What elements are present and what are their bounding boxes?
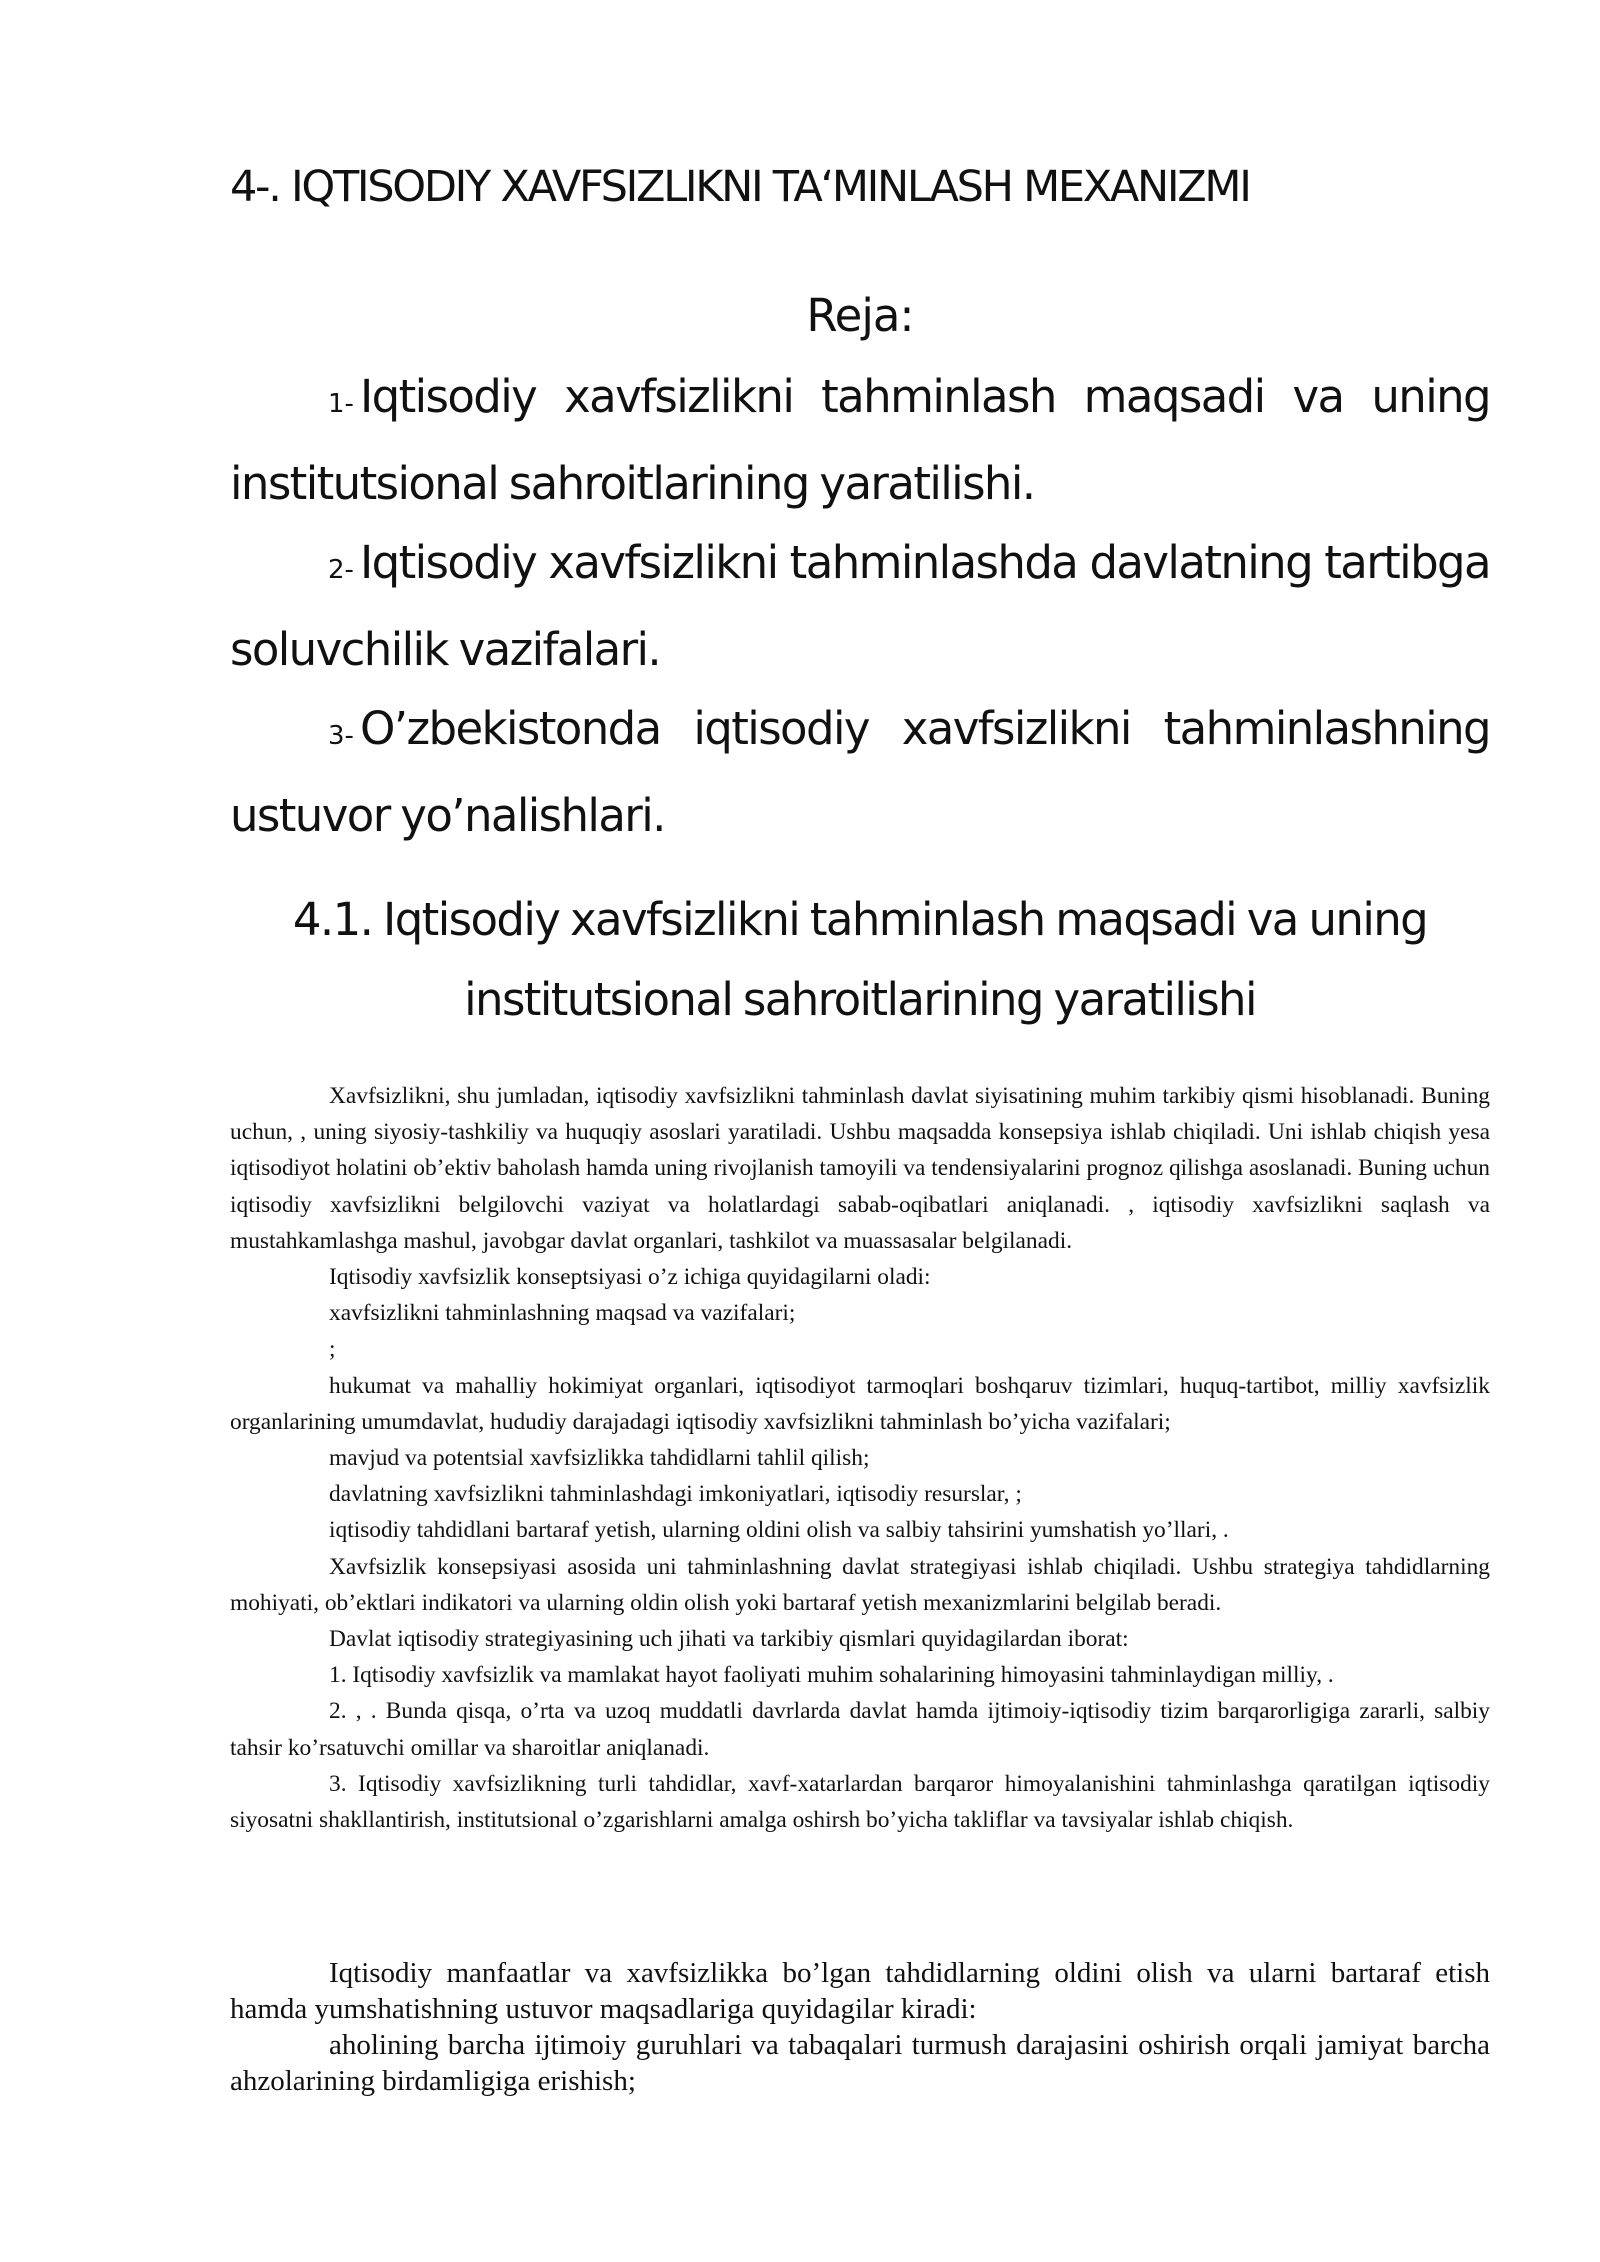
- list-item: hukumat va mahalliy hokimiyat organlari, iqtisodiyot tarmoqlari boshqaruv tizimlari, huquq-tartibot, milliy xavfsizlik organlarining umumdavlat, hududiy darajadagi iqtisodiy xavfsizlikni tahminlash bo’yicha vazifalari;: [230, 1372, 1490, 1435]
- plan-item: [230, 357, 1490, 523]
- plan-item-number: 1-: [328, 389, 354, 419]
- section-title: 4.1. Iqtisodiy xavfsizlikni tahminlash maqsadi va uning institutsional sahroitlarining yaratilishi: [292, 893, 1428, 1026]
- plan-item-number: 2-: [328, 555, 354, 585]
- paragraph: Xavfsizlik konsepsiyasi asosida uni tahminlashning davlat strategiyasi ishlab chiqiladi. Ushbu strategiya tahdidlarning mohiyati, ob’ektlari indikatori va ularning oldin olish yoki bartaraf yetish mexanizmlarini belgilab beradi.: [230, 1553, 1490, 1616]
- plan-item: [230, 523, 1490, 689]
- paragraph: Xavfsizlikni, shu jumladan, iqtisodiy xavfsizlikni tahminlash davlat siyisatining muhim tarkibiy qismi hisoblanadi. Buning uchun, , uning siyosiy-tashkiliy va huquqiy asoslari yaratiladi. Ushbu maqsadda konsepsiya ishlab chiqiladi. Uni ishlab chiqish yesa iqtisodiyot holatini ob’ektiv baholash hamda uning rivojlanish tamoyili va tendensiyalarini prognoz qilishga asoslanadi. Buning uchun iqtisodiy xavfsizlikni belgilovchi vaziyat va holatlardagi sabab-oqibatlari aniqlanadi. , iqtisodiy xavfsizlikni saqlash va mustahkamlashga mashul, javobgar davlat organlari, tashkilot va muassasalar belgilanadi.: [230, 1083, 1490, 1254]
- list-item: xavfsizlikni tahminlashning maqsad va vazifalari;: [329, 1300, 796, 1327]
- plan-list: [230, 357, 1490, 855]
- chapter-title: 4-. IQTISODIY XAVFSIZLIKNI TA‘MINLASH MEXANIZMI: [230, 162, 1250, 212]
- body-text: [230, 1078, 1490, 1838]
- paragraph: Iqtisodiy xavfsizlik konseptsiyasi o’z ichiga quyidagilarni oladi:: [329, 1264, 931, 1291]
- numbered-item: 3. Iqtisodiy xavfsizlikning turli tahdidlar, xavf-xatarlardan barqaror himoyalanishini tahminlashga qaratilgan iqtisodiy siyosatni shakllantirish, institutsional o’zgarishlarni amalga oshirsh bo’yicha takliflar va tavsiyalar ishlab chiqish.: [230, 1770, 1490, 1834]
- list-item: iqtisodiy tahdidlani bartaraf yetish, ularning oldini olish va salbiy tahsirini yumshatish yo’llari, .: [329, 1517, 1229, 1544]
- list-item: davlatning xavfsizlikni tahminlashdagi imkoniyatlari, iqtisodiy resurslar, ;: [329, 1481, 1022, 1508]
- list-item: ;: [329, 1336, 336, 1363]
- numbered-item: 2. , . Bunda qisqa, o’rta va uzoq muddatli davrlarda davlat hamda ijtimoiy-iqtisodiy tizim barqarorligiga zararli, salbiy tahsir ko’rsatuvchi omillar va sharoitlar aniqlanadi.: [230, 1698, 1490, 1761]
- paragraph: Iqtisodiy manfaatlar va xavfsizlikka bo’lgan tahdidlarning oldini olish va ularni bartaraf etish hamda yumshatishning ustuvor maqsadlariga quyidagilar kiradi:: [230, 1957, 1490, 2025]
- paragraph: Davlat iqtisodiy strategiyasining uch jihati va tarkibiy qismlari quyidagilardan iborat:: [329, 1626, 1129, 1653]
- plan-item-text: Iqtisodiy xavfsizlikni tahminlashda davlatning tartibga soluvchilik vazifalari.: [230, 536, 1490, 676]
- numbered-item: 1. Iqtisodiy xavfsizlik va mamlakat hayot faoliyati muhim sohalarining himoyasini tahminlaydigan milliy, .: [329, 1662, 1334, 1689]
- list-item: aholining barcha ijtimoiy guruhlari va tabaqalari turmush darajasini oshirish orqali jamiyat barcha ahzolarining birdamligiga erishish;: [230, 2029, 1490, 2097]
- body-text-large: [230, 1955, 1490, 2099]
- plan-item-text: Iqtisodiy xavfsizlikni tahminlash maqsadi va uning institutsional sahroitlarining yaratilishi.: [230, 370, 1490, 510]
- plan-heading: Reja:: [806, 289, 914, 342]
- list-item: mavjud va potentsial xavfsizlikka tahdidlarni tahlil qilish;: [329, 1445, 870, 1472]
- plan-item-text: O’zbekistonda iqtisodiy xavfsizlikni tahminlashning ustuvor yo’nalishlari.: [230, 702, 1490, 842]
- plan-item: [230, 689, 1490, 855]
- plan-item-number: 3-: [328, 721, 354, 751]
